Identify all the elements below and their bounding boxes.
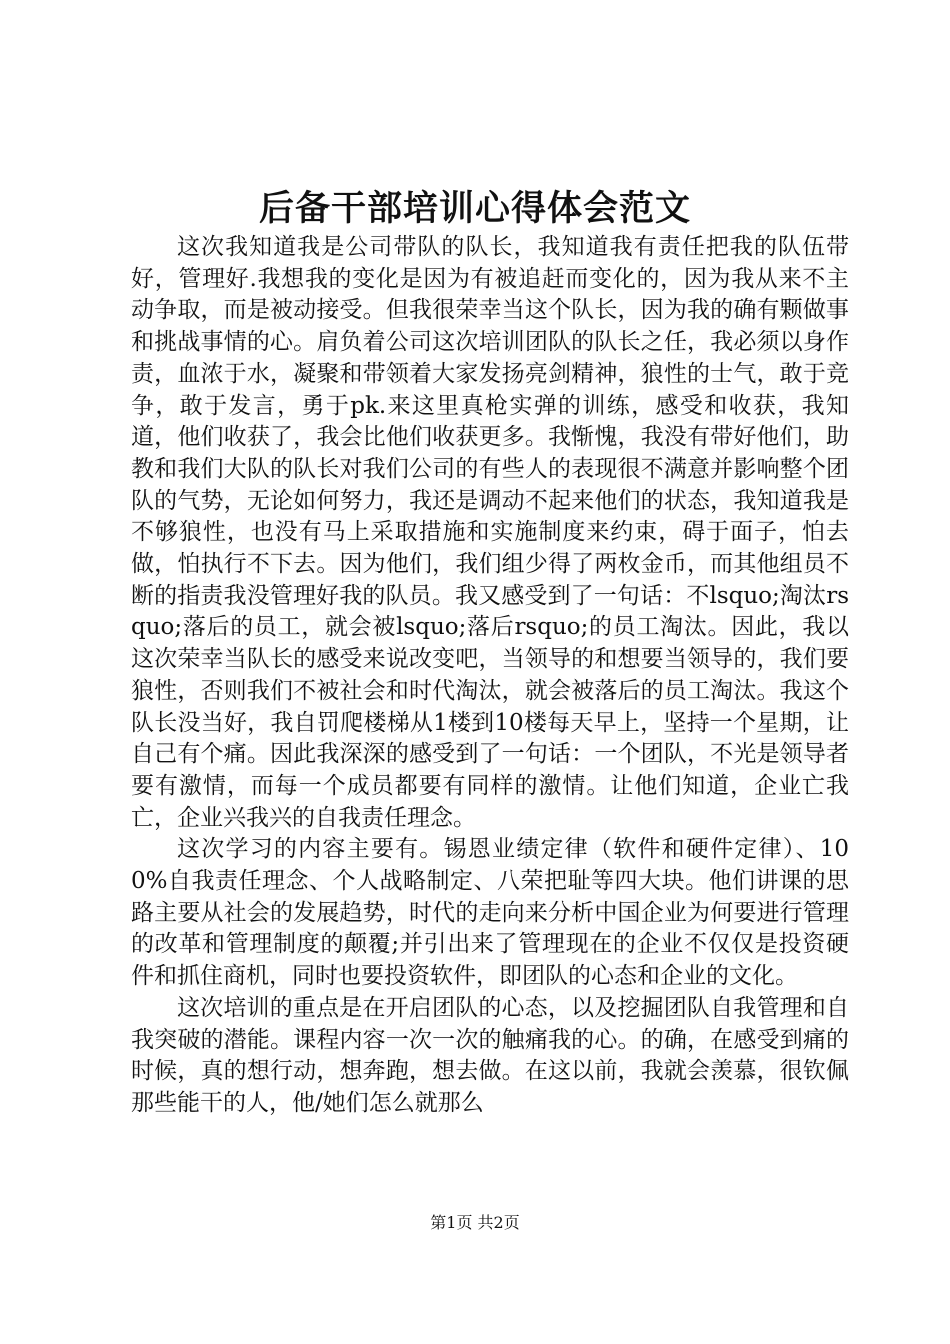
page-number-footer: 第1页 共2页: [430, 1213, 520, 1232]
document-body: [131, 232, 849, 1120]
paragraph-3: 这次培训的重点是在开启团队的心态，以及挖掘团队自我管理和自我突破的潜能。课程内容一次一次的触痛我的心。的确，在感受到痛的时候，真的想行动，想奔跑，想去做。在这以前，我就会羡慕，很钦佩那些能干的人，他/她们怎么就那么: [131, 994, 849, 1116]
document-title: 后备干部培训心得体会范文: [258, 188, 691, 229]
paragraph-2: 这次学习的内容主要有。锡恩业绩定律（软件和硬件定律）、100%自我责任理念、个人战略制定、八荣把耻等四大块。他们讲课的思路主要从社会的发展趋势，时代的走向来分析中国企业为何要进行管理的改革和管理制度的颠覆;并引出来了管理现在的企业不仅仅是投资硬件和抓住商机，同时也要投资软件，即团队的心态和企业的文化。: [131, 836, 849, 990]
paragraph-1: 这次我知道我是公司带队的队长，我知道我有责任把我的队伍带好，管理好.我想我的变化是因为有被追赶而变化的，因为我从来不主动争取，而是被动接受。但我很荣幸当这个队长，因为我的确有颗做事和挑战事情的心。肩负着公司这次培训团队的队长之任，我必须以身作责，血浓于水，凝聚和带领着大家发扬亮剑精神，狼性的士气，敢于竞争，敢于发言，勇于pk.来这里真枪实弹的训练，感受和收获，我知道，他们收获了，我会比他们收获更多。我惭愧，我没有带好他们，助教和我们大队的队长对我们公司的有些人的表现很不满意并影响整个团队的气势，无论如何努力，我还是调动不起来他们的状态，我知道我是不够狼性，也没有马上采取措施和实施制度来约束，碍于面子，怕去做，怕执行不下去。因为他们，我们组少得了两枚金币，而其他组员不断的指责我没管理好我的队员。我又感受到了一句话：不lsquo;淘汰rsquo;落后的员工，就会被lsquo;落后rsquo;的员工淘汰。因此，我以这次荣幸当队长的感受来说改变吧，当领导的和想要当领导的，我们要狼性，否则我们不被社会和时代淘汰，就会被落后的员工淘汰。我这个队长没当好，我自罚爬楼梯从1楼到10楼每天早上，坚持一个星期，让自己有个痛。因此我深深的感受到了一句话：一个团队，不光是领导者要有激情，而每一个成员都要有同样的激情。让他们知道，企业亡我亡，企业兴我兴的自我责任理念。: [131, 234, 849, 831]
